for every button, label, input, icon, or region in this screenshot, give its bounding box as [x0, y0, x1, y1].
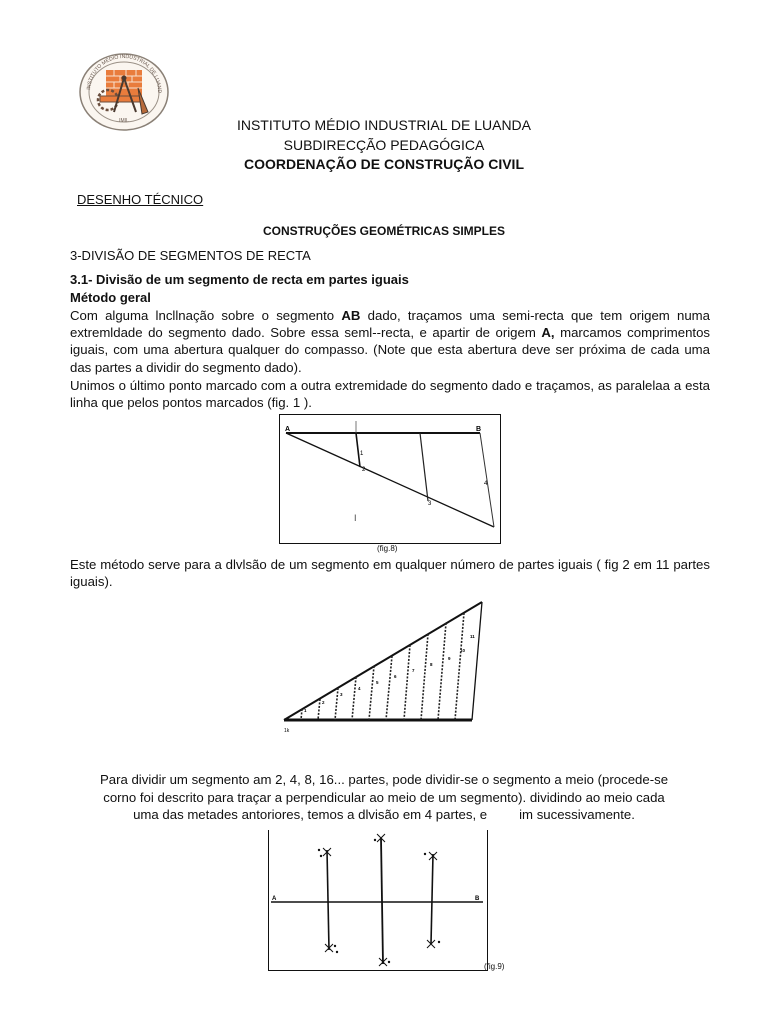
paragraph-3: Este método serve para a dlvlsão de um segmento em qualquer número de partes iguais ( fig 2 em 11 partes iguais).	[70, 557, 710, 590]
paragraph-1-part-2: dado, traçamos uma semi-recta que tem origem numa extremldade do segmento dado. Sobre essa seml--recta, e apartir de origem	[70, 308, 710, 341]
figure-3	[268, 830, 488, 971]
figure-3-label-b: B	[475, 896, 480, 902]
figure-1-mark: 2	[362, 467, 366, 473]
figure-1-label-a: A	[285, 426, 291, 433]
logo-abbrev: IMIL	[119, 118, 129, 124]
figure-2-tick-label: 1	[304, 708, 307, 713]
figure-1-mark: 1	[360, 451, 364, 457]
paragraph-4-line-3	[0, 806, 768, 824]
paragraph-4-line-1: Para dividir um segmento am 2, 4, 8, 16... partes, pode dividir-se o segmento a meio (procede-se	[99, 772, 669, 787]
cursor-icon: I	[354, 513, 357, 523]
figure-1	[279, 414, 501, 544]
figure-2	[270, 594, 500, 742]
figure-3-label-a: A	[272, 896, 277, 902]
point-a-label: A,	[541, 325, 555, 341]
figure-2-start-label: 1k	[284, 728, 290, 734]
figure-2-tick-label: 2	[322, 700, 325, 705]
subsection-title: 3.1- Divisão de um segmento de recta em partes iguais	[70, 272, 409, 287]
segment-ab-label: AB	[341, 308, 361, 323]
figure-2-tick-label: 11	[470, 634, 475, 639]
paragraph-1	[70, 307, 710, 376]
figure-2-tick-label: 5	[376, 680, 379, 685]
figure-2-tick-label: 9	[448, 656, 451, 661]
section-title: CONSTRUÇÕES GEOMÉTRICAS SIMPLES	[262, 224, 506, 238]
paragraph-4-line-2: corno foi descrito para traçar a perpendicular ao meio de um segmento). dividindo ao meio cada	[103, 789, 665, 805]
figure-1-label-b: B	[476, 426, 482, 433]
figure-2-tick-label: 10	[460, 648, 466, 653]
institute-name: INSTITUTO MÉDIO INDUSTRIAL DE LUANDA	[236, 117, 532, 133]
figure-2-tick-label: 8	[430, 662, 433, 667]
paragraph-1-part-1: Com alguma lncllnação sobre o segmento	[70, 308, 342, 323]
figure-2-tick-label: 4	[358, 686, 361, 691]
figure-1-caption: (fig.8)	[377, 544, 398, 553]
figure-2-tick-label: 6	[394, 674, 397, 679]
paragraph-4-line-3a: uma das metades antoriores, temos a dlvisão em 4 partes, e	[133, 807, 488, 823]
figure-3-caption: (fig.9)	[484, 962, 505, 971]
paragraph-4	[0, 771, 768, 824]
paragraph-4-line-3b: im sucessivamente.	[519, 807, 635, 823]
method-heading: Método geral	[70, 290, 151, 305]
subject-title: DESENHO TÉCNICO	[77, 192, 204, 207]
subdirection-name: SUBDIRECÇÃO PEDAGÓGICA	[283, 137, 485, 153]
paragraph-1-part-3: marcamos comprimentos iguais, com uma abertura qualquer do compasso. (Note que esta abertura deve ser próxima de cada uma das partes a dividir do segmento dado).	[70, 325, 710, 375]
figure-1-mark: 4	[484, 481, 488, 487]
figure-1-mark: 3	[428, 501, 432, 507]
logo-ring-text: INSTITUTO MÉDIO INDUSTRIAL DE LUAND	[86, 53, 163, 94]
paragraph-2: Unimos o último ponto marcado com a outra extremidade do segmento dado e traçamos, as paralelaa a esta linha que pelos pontos marcados (fig. 1 ).	[70, 378, 710, 411]
figure-2-tick-label: 7	[412, 668, 415, 673]
chapter-title: 3-DIVISÃO DE SEGMENTOS DE RECTA	[70, 248, 311, 263]
coordination-name: COORDENAÇÃO DE CONSTRUÇÃO CIVIL	[243, 156, 524, 172]
figure-2-tick-label: 3	[340, 692, 343, 697]
